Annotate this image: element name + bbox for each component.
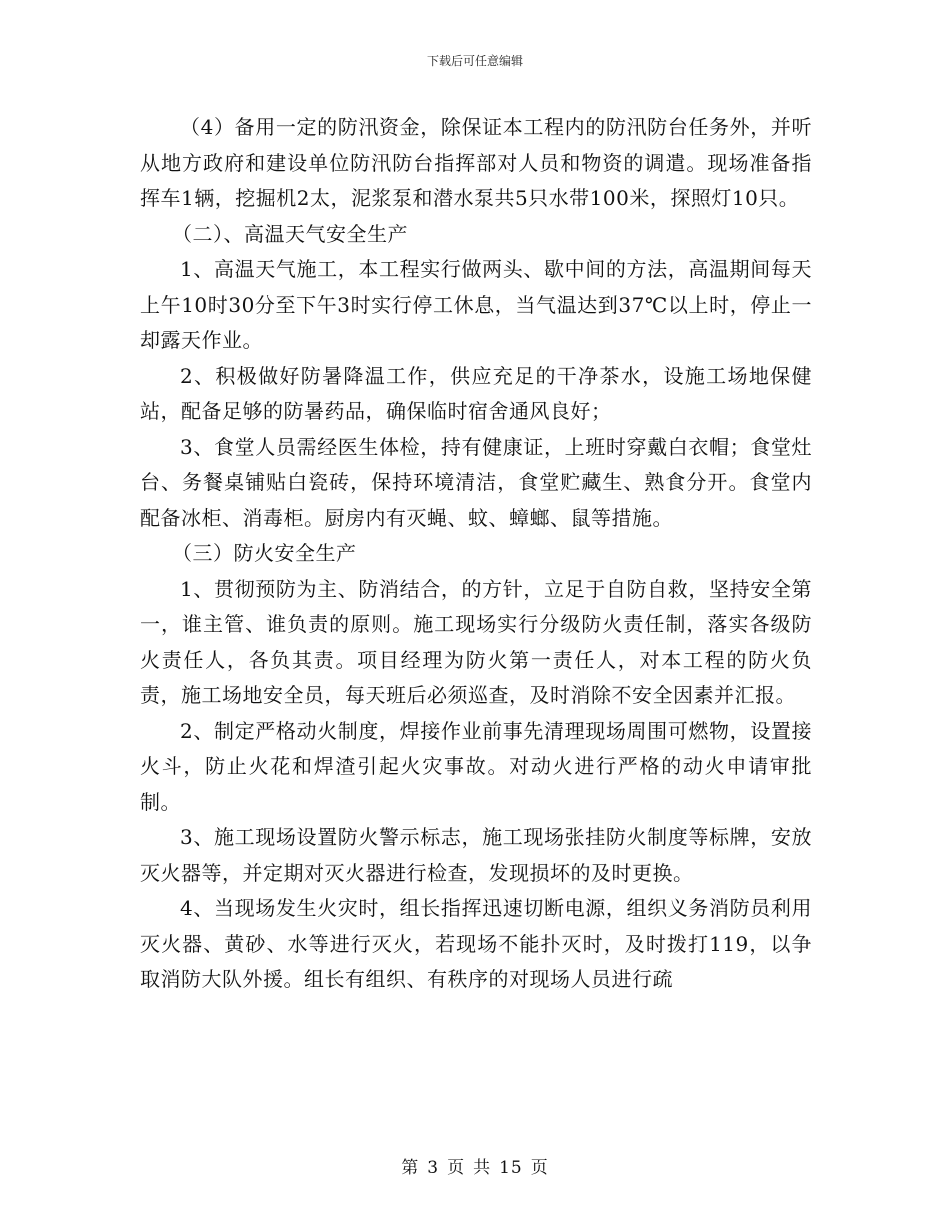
paragraph-fire-response: 4、当现场发生火灾时，组长指挥迅速切断电源，组织义务消防员利用灭火器、黄砂、水等进行灭火，若现场不能扑灭时，及时拨打119，以争取消防大队外援。组长有组织、有秩序的对现场人员进行疏	[140, 896, 812, 991]
page-header: 下载后可任意编辑	[426, 54, 523, 68]
paragraph-hot-work: 2、制定严格动火制度，焊接作业前事先清理现场周围可燃物，设置接火斗，防止火花和焊渣引起火灾事故。对动火进行严格的动火申请审批制。	[140, 718, 812, 814]
paragraph-canteen: 3、食堂人员需经医生体检，持有健康证，上班时穿戴白衣帽；食堂灶台、务餐桌铺贴白瓷砖，保持环境清洁，食堂贮藏生、熟食分开。食堂内配备冰柜、消毒柜。厨房内有灭蝇、蚊、蟑螂、鼠等措施。	[140, 434, 812, 530]
paragraph-flood-funds: （4）备用一定的防汛资金，除保证本工程内的防汛防台任务外，并听从地方政府和建设单位防汛防台指挥部对人员和物资的调遣。现场准备指挥车1辆，挖掘机2太，泥浆泵和潜水泵共5只水带100米，探照灯10只。	[140, 115, 812, 210]
document-body	[140, 110, 812, 998]
footer-page-label: 页	[447, 1158, 466, 1178]
footer-total-pages: 15	[499, 1158, 523, 1178]
paragraph-fire-signs: 3、施工现场设置防火警示标志，施工现场张挂防火制度等标牌，安放灭火器等，并定期对灭火器进行检查，发现损坏的及时更换。	[140, 825, 812, 885]
section-heading-fire-safety: （三）防火安全生产	[172, 541, 357, 565]
paragraph-heat-schedule: 1、高温天气施工，本工程实行做两头、歇中间的方法，高温期间每天上午10时30分至下午3时实行停工休息，当气温达到37℃以上时，停止一却露天作业。	[140, 257, 812, 352]
page-footer	[0, 1153, 950, 1178]
paragraph-heat-prevention: 2、积极做好防暑降温工作，供应充足的干净茶水，设施工场地保健站，配备足够的防暑药品，确保临时宿舍通风良好；	[140, 363, 812, 423]
footer-prefix: 第	[401, 1158, 420, 1178]
footer-suffix: 页	[530, 1158, 549, 1178]
section-heading-high-temperature: （二）、高温天气安全生产	[172, 221, 408, 246]
footer-page-number: 3	[427, 1158, 440, 1178]
footer-of: 共	[473, 1158, 492, 1178]
paragraph-fire-policy: 1、贯彻预防为主、防消结合，的方针，立足于自防自救，坚持安全第一，谁主管、谁负责的原则。施工现场实行分级防火责任制，落实各级防火责任人，各负其责。项目经理为防火第一责任人，对本工程的防火负责，施工场地安全员，每天班后必须巡查，及时消除不安全因素并汇报。	[140, 576, 812, 707]
